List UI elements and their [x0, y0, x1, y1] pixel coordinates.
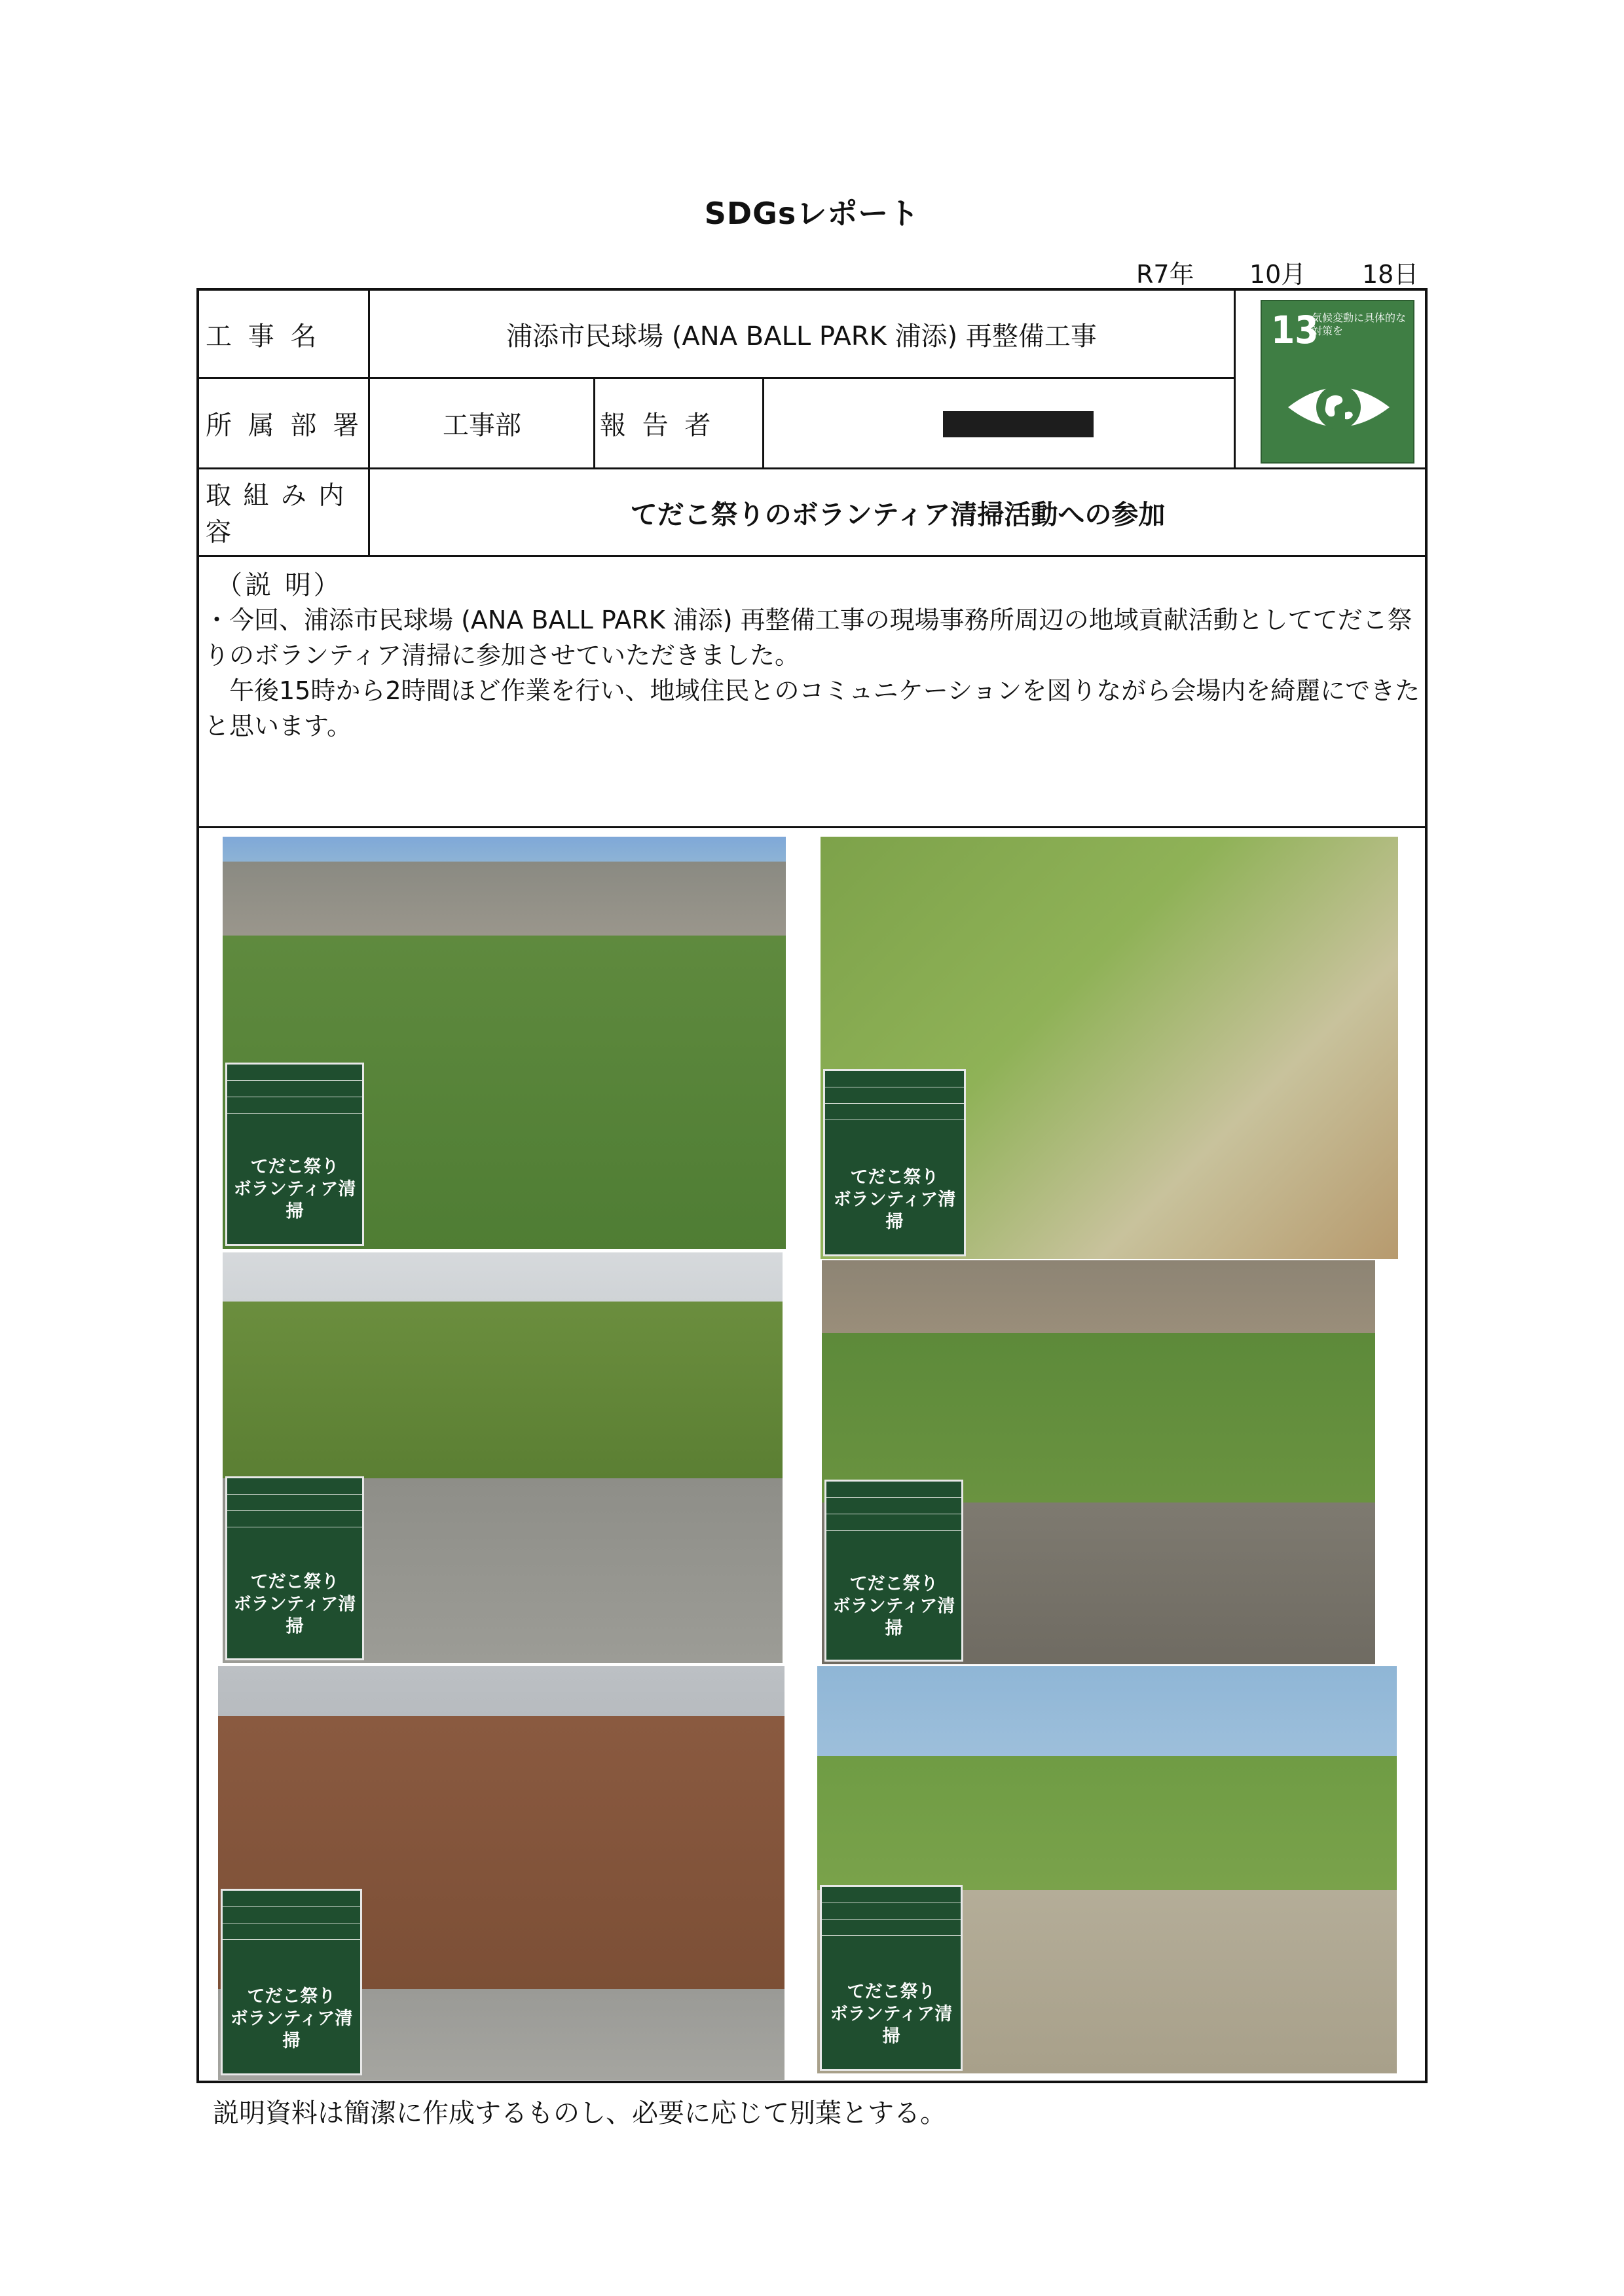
reporter-name-redacted — [943, 411, 1094, 437]
cleanup-photo-4 — [822, 1260, 1375, 1664]
photo-signboard: てだこ祭り ボランティア清掃 — [820, 1885, 963, 2071]
date-year: R7年 — [1136, 260, 1194, 289]
sdg-goal-text: 気候変動に具体的な対策を — [1312, 312, 1407, 337]
project-name: 浦添市民球場 (ANA BALL PARK 浦添) 再整備工事 — [506, 321, 1097, 352]
description-paragraph-2: 午後15時から2時間ほど作業を行い、地域住民とのコミュニケーションを図りながら会場内を綺麗にできたと思います。 — [204, 676, 1420, 740]
date-day: 18日 — [1362, 260, 1419, 289]
cleanup-photo-1 — [223, 837, 786, 1249]
dept-label: 所 属 部 署 — [206, 410, 363, 441]
description-paragraph-1: ・今回、浦添市民球場 (ANA BALL PARK 浦添) 再整備工事の現場事務所周辺の地域貢献活動としててだこ祭りのボランティア清掃に参加させていただきました。 — [204, 606, 1412, 670]
date-month: 10月 — [1249, 260, 1306, 289]
cleanup-photo-2 — [821, 837, 1398, 1259]
cleanup-photo-6 — [817, 1666, 1397, 2073]
cleanup-photo-3 — [223, 1252, 783, 1663]
activity-value: てだこ祭りのボランティア清掃活動への参加 — [630, 498, 1166, 530]
earth-eye-icon — [1285, 374, 1393, 440]
page-title: SDGsレポート — [704, 196, 920, 231]
sdg-number: 13 — [1271, 308, 1319, 352]
cleanup-photo-5 — [218, 1666, 784, 2080]
footer-note: 説明資料は簡潔に作成するものし、必要に応じて別葉とする。 — [213, 2098, 946, 2128]
photo-signboard: てだこ祭り ボランティア清掃 — [824, 1480, 963, 1662]
description-body — [204, 602, 1422, 744]
dept-value: 工事部 — [443, 410, 521, 441]
photo-signboard: てだこ祭り ボランティア清掃 — [823, 1069, 966, 1256]
project-label: 工 事 名 — [206, 321, 321, 352]
photo-signboard: てだこ祭り ボランティア清掃 — [225, 1063, 364, 1246]
sdg-13-badge — [1261, 300, 1414, 464]
description-heading: （説 明） — [216, 570, 342, 600]
photo-signboard: てだこ祭り ボランティア清掃 — [225, 1476, 364, 1660]
photo-signboard: てだこ祭り ボランティア清掃 — [221, 1889, 362, 2075]
reporter-label: 報 告 者 — [600, 410, 715, 441]
activity-label: 取 組 み 内 容 — [206, 481, 346, 547]
